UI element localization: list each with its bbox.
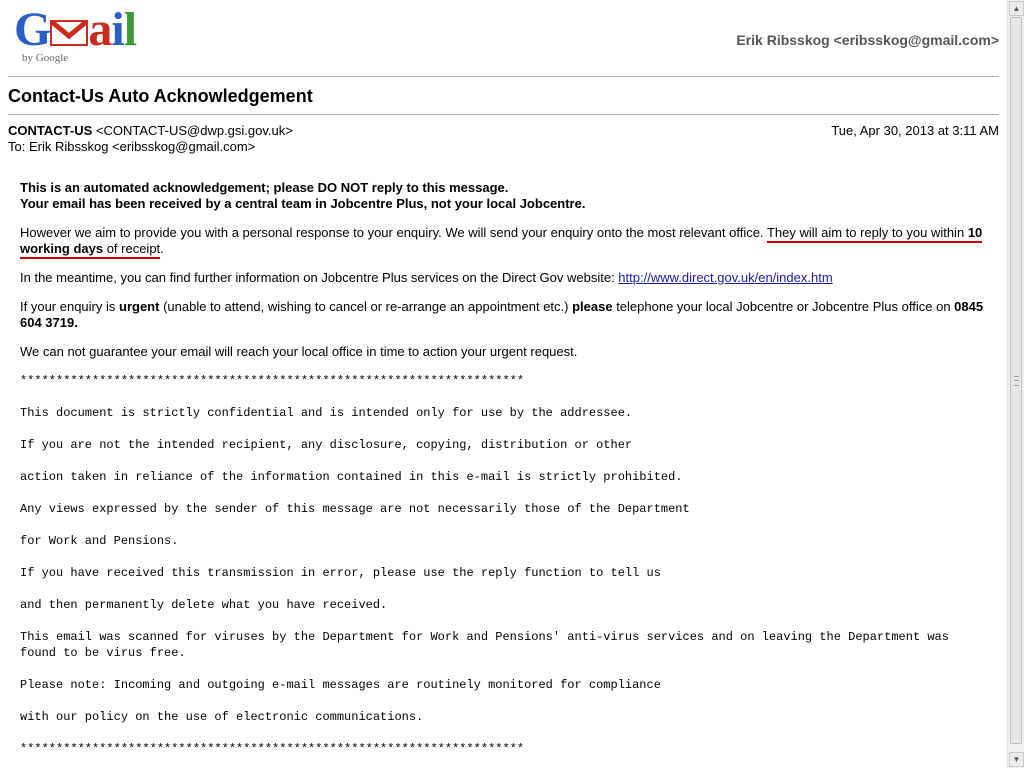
disclaimer-line: and then permanently delete what you have received.	[20, 598, 388, 612]
guarantee-paragraph: We can not guarantee your email will reach your local office in time to action your urgent request.	[20, 344, 578, 359]
please-word: please	[572, 299, 613, 314]
disclaimer-line: If you are not the intended recipient, any disclosure, copying, distribution or other	[20, 438, 633, 452]
disclaimer-separator: **********************************************************************	[20, 742, 525, 756]
vertical-scrollbar[interactable]	[1007, 0, 1024, 768]
auto-ack-line-2: Your email has been received by a central team in Jobcentre Plus, not your local Jobcentre.	[20, 196, 586, 211]
disclaimer-line: If you have received this transmission in error, please use the reply function to tell us	[20, 566, 661, 580]
auto-ack-line-1: This is an automated acknowledgement; please DO NOT reply to this message.	[20, 180, 509, 195]
disclaimer-line: action taken in reliance of the information contained in this e-mail is strictly prohibited.	[20, 470, 683, 484]
disclaimer-line: This document is strictly confidential and is intended only for use by the addressee.	[20, 406, 633, 420]
disclaimer-separator: **********************************************************************	[20, 374, 525, 388]
scroll-thumb[interactable]	[1010, 17, 1022, 744]
info-text: In the meantime, you can find further information on Jobcentre Plus services on the Direct Gov website:	[20, 270, 619, 285]
divider	[8, 114, 999, 115]
response-text: However we aim to provide you with a personal response to your enquiry. We will send your enquiry onto the most relevant office.	[20, 225, 767, 240]
reply-time-text: They will aim to reply to you within	[766, 225, 965, 240]
auto-ack-notice	[20, 180, 986, 212]
urgent-text-b: (unable to attend, wishing to cancel or re-arrange an appointment etc.)	[159, 299, 573, 314]
disclaimer-line: for Work and Pensions.	[20, 534, 179, 548]
info-paragraph	[20, 270, 986, 286]
divider	[8, 76, 999, 77]
sender-name: CONTACT-US	[8, 123, 93, 138]
recipient: To: Erik Ribsskog <eribsskog@gmail.com>	[8, 139, 256, 154]
reply-time-receipt: of receipt	[103, 241, 161, 256]
urgent-paragraph	[20, 299, 986, 331]
sender-address: <CONTACT-US@dwp.gsi.gov.uk>	[95, 123, 293, 138]
sender	[8, 123, 293, 138]
email-body	[20, 180, 986, 773]
print-page	[8, 0, 999, 768]
urgent-word: urgent	[119, 299, 160, 314]
reply-time-days: 10 working days	[20, 225, 983, 256]
disclaimer-line: Any views expressed by the sender of this message are not necessarily those of the Department	[20, 502, 690, 516]
urgent-text-a: If your enquiry is	[20, 299, 119, 314]
gmail-logo-wordmark: G ail	[14, 3, 137, 56]
disclaimer-line: Please note: Incoming and outgoing e-mail messages are routinely monitored for compliance	[20, 678, 661, 692]
disclaimer-line: This email was scanned for viruses by the Department for Work and Pensions' anti-virus services and on leaving the Department was found to be virus free.	[20, 630, 957, 660]
scroll-up-button[interactable]: ▲	[1009, 1, 1024, 16]
gmail-logo	[14, 3, 154, 68]
direct-gov-link[interactable]: http://www.direct.gov.uk/en/index.htm	[618, 270, 833, 285]
response-end: .	[160, 241, 164, 256]
scroll-down-button[interactable]: ▼	[1009, 752, 1024, 767]
account-name: Erik Ribsskog <eribsskog@gmail.com>	[736, 32, 999, 48]
urgent-text-c: telephone your local Jobcentre or Jobcentre Plus office on	[612, 299, 955, 314]
phone-number: 0845 604 3719.	[20, 299, 984, 330]
email-subject: Contact-Us Auto Acknowledgement	[8, 86, 313, 106]
gmail-envelope-icon	[50, 19, 88, 47]
gmail-logo-tagline: by Google	[22, 52, 69, 64]
response-paragraph	[20, 225, 986, 257]
email-date: Tue, Apr 30, 2013 at 3:11 AM	[831, 123, 999, 138]
disclaimer-line: with our policy on the use of electronic communications.	[20, 710, 424, 724]
grip-icon	[1014, 376, 1019, 386]
